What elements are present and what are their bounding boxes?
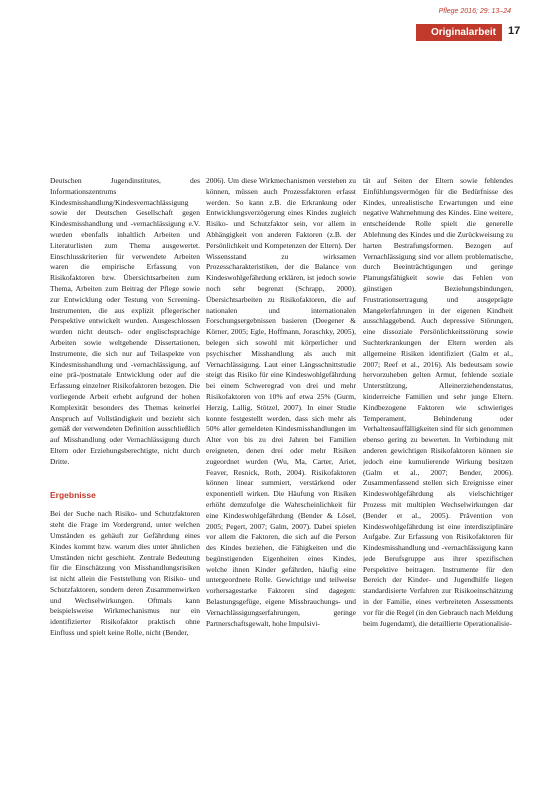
paragraph-risk-factors: 2006). Um diese Wirkmechanismen verstehen zu können, müssen auch Prozessfaktoren erfasst werden. So kann z.B. die Erkrankung oder Entwicklungsverzögerung eines Kindes zugleich Risiko- und Schutzfaktor sein, vor allem in Abhängigkeit von anderen Faktoren (z.B. der Persönlichkeit und Kompetenzen der Eltern). Der Wissensstand zu wirksamen Prozesscharakteristiken, der die Balance von Kindeswohlgefährdung erklären, ist jedoch sowie noch sehr begrenzt (Schrapp, 2000). Übersichtsarbeiten zu Risikofaktoren, die auf nationalen und internationalen Forschungsergebnissen basieren (Deegener & Körner, 2005; Egle, Hoffmann, Joraschky, 2005), belegen sich sowohl mit körperlicher und psychischer Misshandlung als auch mit Vernachlässigung. Laut einer Längsschnittstudie steigt das Risiko für eine Kindeswohlgefährdung bei einem Schweregrad von drei und mehr Risikofaktoren von 10% auf etwa 25% (Gurm, Herzig, Lallig, Stötzel, 2007). In einer Studie konnte festgestellt werden, dass sich mehr als 50% aller gemeldeten Kindesmisshandlungen im Alter von bis zu drei Jahren bei Familien ereigneten, denen drei oder mehr Risiken zugeordnet wurden (Wu, Ma, Carter, Ariet, Feaver, Resnick, Roth, 2004). Risikofaktoren können linear summiert, verstärkend oder exponentiell wirken. Die Häufung von Risiken erhöht demzufolge die Wahrscheinlichkeit für eine Kindeswohlgefährdung (Bender & Lösel, 2005; Pegert, 2007; Galm, 2007). Dabei spielen vor allem die Faktoren, die sich auf die Person des Kindes beziehen, die Fähigkeiten und die begünstigenden Eigenheiten eines Kindes, welche ihnen Kinder gefährden, häufig eine untergeordnete Rolle. Gewichtige und teilweise vorhersagestarke Faktoren sind dagegen: Belastungsgefüge, eigene Missbrauchungs- und Vernachlässigungserfahrungen, geringe Partnerschaftsgewalt, hohe Impulsivi- (206, 176, 356, 628)
text-column-1 (50, 176, 200, 790)
paragraph-results-intro: Bei der Suche nach Risiko- und Schutzfaktoren steht die Frage im Vordergrund, unter welchen Umständen es gehäuft zur Gefährdung eines Kindes kommt bzw. warum dies unter ähnlichen Umständen nicht geschieht. Zentrale Bedeutung für die Einschätzung von Misshandlungsrisiken ist nicht allein die Feststellung von Risiko- und Schutzfaktoren, sondern deren Zusammenwirken und Wechselwirkungen. Oftmals kann beispielsweise Wirkmechanismus nur ein identifizierter Risikofaktor praktisch ohne Einfluss und spielt keine Rolle, nicht (Bender, (50, 509, 200, 638)
journal-reference: Pflege 2016; 29: 13–24 (438, 8, 511, 15)
paragraph-parent-factors: tät auf Seiten der Eltern sowie fehlendes Einfühlungsvermögen für die Bedürfnisse des Kindes, unrealistische Erwartungen und eine negative Wahrnehmung des Kindes. Eine weitere, entscheidende Rolle spielt die generelle Ablehnung des Kindes und die Zurückweisung zu harten Bestrafungsformen. Bezogen auf Vernachlässigung sind vor allem problematische, durch Beeinträchtigungen und geringe Planungsfähigkeit sowie das Fehlen von günstigen Beziehungsbindungen, Frustrationsertragung und ausgeprägte Mangelerfahrungen in der eigenen Kindheit ausschlaggebend. Auch depressive Störungen, eine dissoziale Persönlichkeitsstörung sowie Suchterkrankungen der Eltern werden als allgemeine Risiken identifiziert (Galm et al., 2007; Reef et al., 2016). Als bedeutsam sowie hervorzuheben gelten Armut, fehlende soziale Unterstützung, Alleinerziehendenstatus, kinderreiche Familien und sehr junge Eltern. Kindbezogene Faktoren wie schwieriges Temperament, Behinderung oder Verhaltensauffälligkeiten sind für sich genommen ebenso gering zu bewerten. In Verbindung mit anderen gewichtigen Risikofaktoren können sie jedoch eine kumulierende Wirkung besitzen (Galm et al., 2007; Bender, 2006). Zusammenfassend stellen sich Ereignisse einer Kindeswohlgefährdung als vielschichtiger Prozess mit multiplen Wechselwirkungen dar (Bender et al., 2005). Prävention von Kindeswohlgefährdung ist eine interdisziplinäre Aufgabe. Zur Erfassung von Risikofaktoren für Kindesmisshandlung und -vernachlässigung kann jede Berufsgruppe aus ihrer spezifischen Perspektive beitragen. Instrumente für den Bereich der Kinder- und Jugendhilfe liegen standardisierte Verfahren zur Risikoeinschätzung in der Familie, eines verbreiteten Assessments vor für die Regel (in den Gebrauch nach Meldung beim Jugendamt), die detaillierte Operationalisie- (363, 176, 513, 628)
section-label-text: Originalarbeit (430, 27, 496, 38)
text-column-2 (206, 176, 356, 790)
paragraph-methods: Deutschen Jugendinstitutes, des Informationszentrums Kindesmisshandlung/Kindesvernachlässigung sowie der Deutschen Gesellschaft gegen Kindesmisshandlung und -vernachlässigung e.V. wurden ebenfalls inhaltlich Arbeiten und Literaturlisten zum Thema ausgewertet. Einschlusskriterien für verwendete Arbeiten waren die empirische Erfassung von Risikofaktoren bzw. Übersichtsarbeiten zum Thema, Arbeiten zum Beitrag der Pflege sowie zur Entwicklung oder Testung von Screening-Instrumenten, die aus explizit pflegerischer Perspektive entwickelt wurden. Ausgeschlossen wurden nicht deutsch- oder englischsprachige Arbeiten sowie weltgehende Dissertationen, Instrumente, die sich nur auf Teilaspekte von Kindesmisshandlung und -vernachlässigung, auf eine prä-/postnatale Entwicklung oder auf die Erfassung einzelner Risikofaktoren bezogen. Die vorliegende Arbeit erhebt aufgrund der hohen Komplexität besonders des Themas keinerlei Anspruch auf Vollständigkeit und bezieht sich gemäß der verwendeten Definition ausschließlich auf Misshandlung oder Vernachlässigung durch Eltern oder Erziehungsberechtigte, nicht durch Dritte. (50, 176, 200, 466)
section-heading-results: Ergebnisse (50, 489, 96, 500)
page-number: 17 (508, 25, 521, 37)
section-label (416, 24, 502, 41)
text-column-3 (363, 176, 513, 790)
